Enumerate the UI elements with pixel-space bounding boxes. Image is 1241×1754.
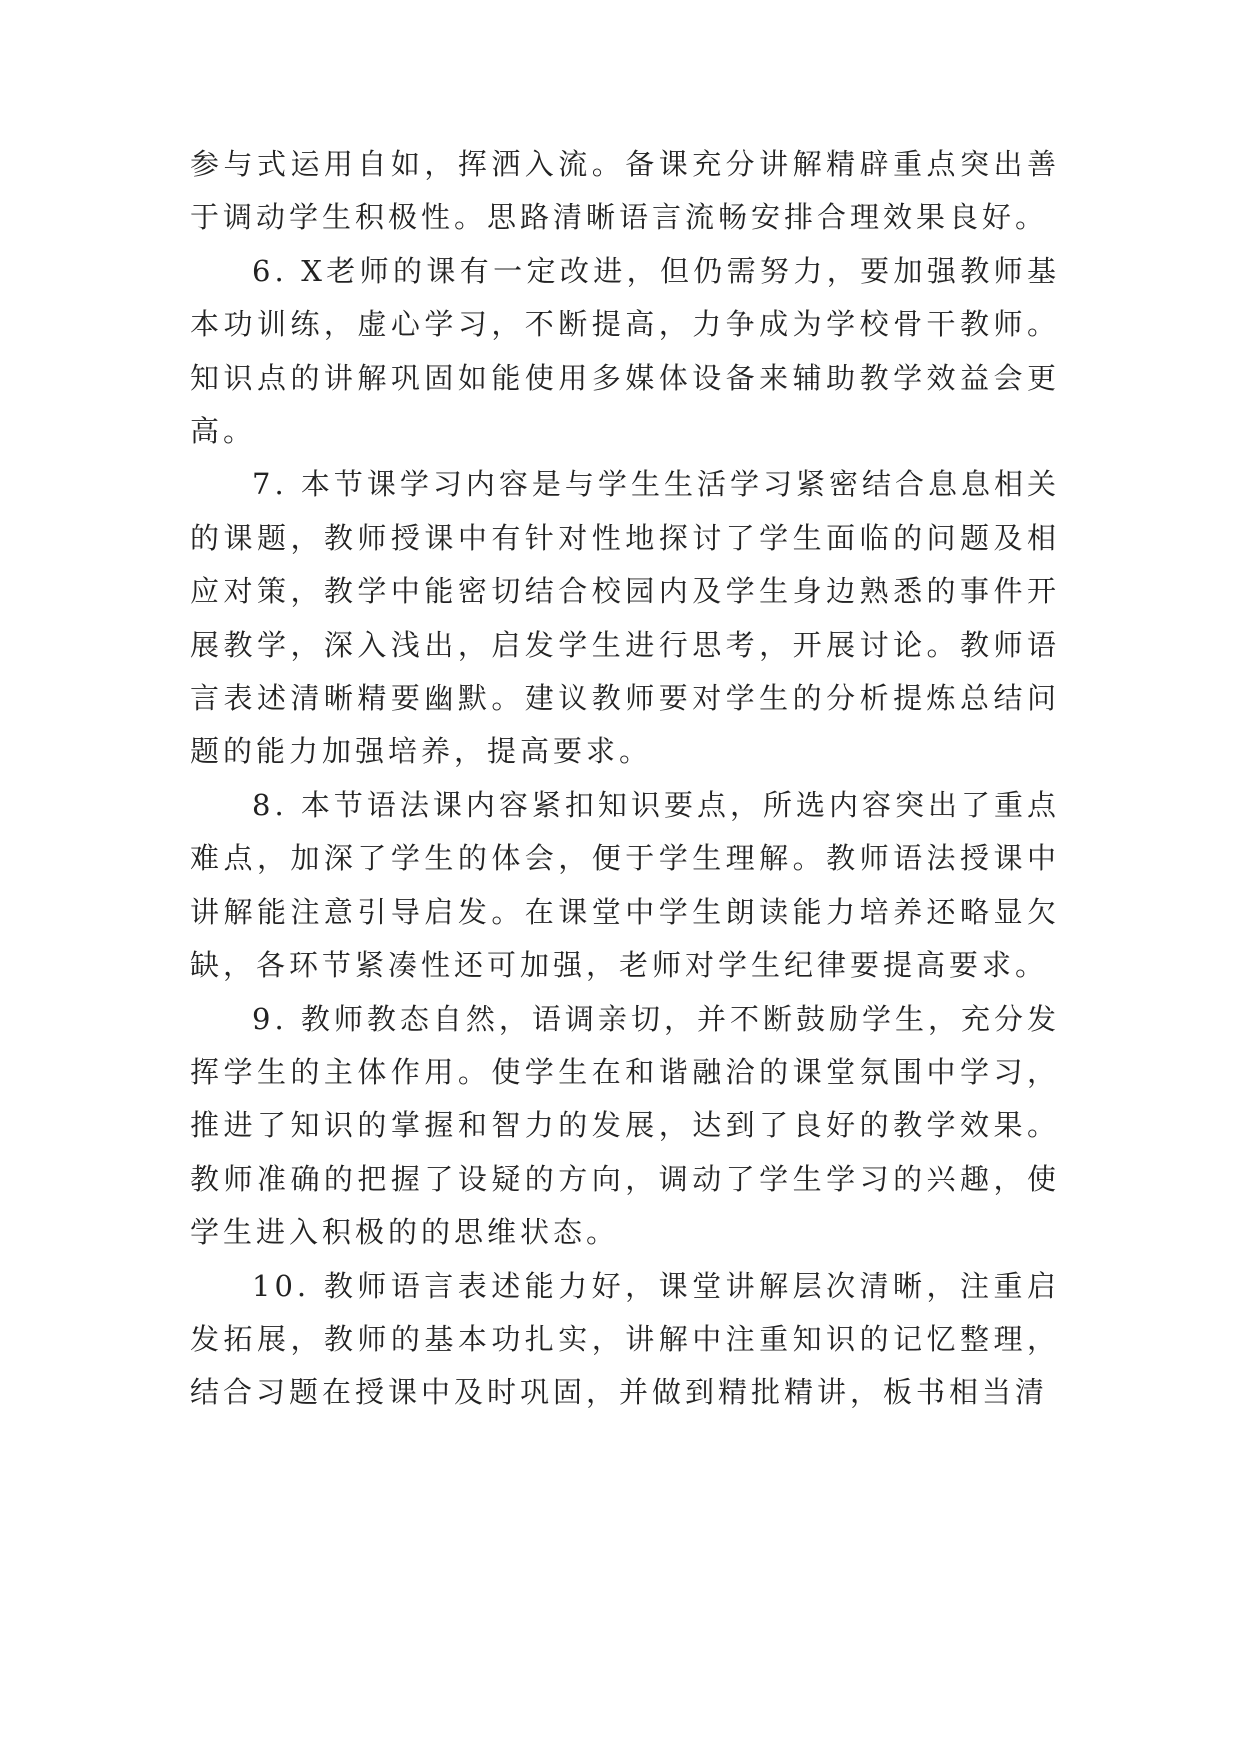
paragraph-item-10: 10. 教师语言表述能力好，课堂讲解层次清晰，注重启发拓展，教师的基本功扎实，讲解中注重知识的记忆整理，结合习题在授课中及时巩固，并做到精批精讲，板书相当清: [190, 1268, 1060, 1410]
paragraph-item-9: 9. 教师教态自然，语调亲切，并不断鼓励学生，充分发挥学生的主体作用。使学生在和谐融洽的课堂氛围中学习，推进了知识的掌握和智力的发展，达到了良好的教学效果。教师准确的把握了设疑的方向，调动了学生学习的兴趣，使学生进入积极的的思维状态。: [190, 1001, 1060, 1250]
document-body: [190, 138, 1060, 1420]
paragraph-continuation: 参与式运用自如，挥洒入流。备课充分讲解精辟重点突出善于调动学生积极性。思路清晰语言流畅安排合理效果良好。: [190, 147, 1060, 235]
paragraph-item-8: 8. 本节语法课内容紧扣知识要点，所选内容突出了重点难点，加深了学生的体会，便于学生理解。教师语法授课中讲解能注意引导启发。在课堂中学生朗读能力培养还略显欠缺，各环节紧凑性还可加强，老师对学生纪律要提高要求。: [190, 787, 1060, 983]
paragraph-item-6: 6. X老师的课有一定改进，但仍需努力，要加强教师基本功训练，虚心学习，不断提高，力争成为学校骨干教师。知识点的讲解巩固如能使用多媒体设备来辅助教学效益会更高。: [190, 253, 1060, 449]
paragraph-item-7: 7. 本节课学习内容是与学生生活学习紧密结合息息相关的课题，教师授课中有针对性地探讨了学生面临的问题及相应对策，教学中能密切结合校园内及学生身边熟悉的事件开展教学，深入浅出，启发学生进行思考，开展讨论。教师语言表述清晰精要幽默。建议教师要对学生的分析提炼总结问题的能力加强培养，提高要求。: [190, 467, 1060, 769]
